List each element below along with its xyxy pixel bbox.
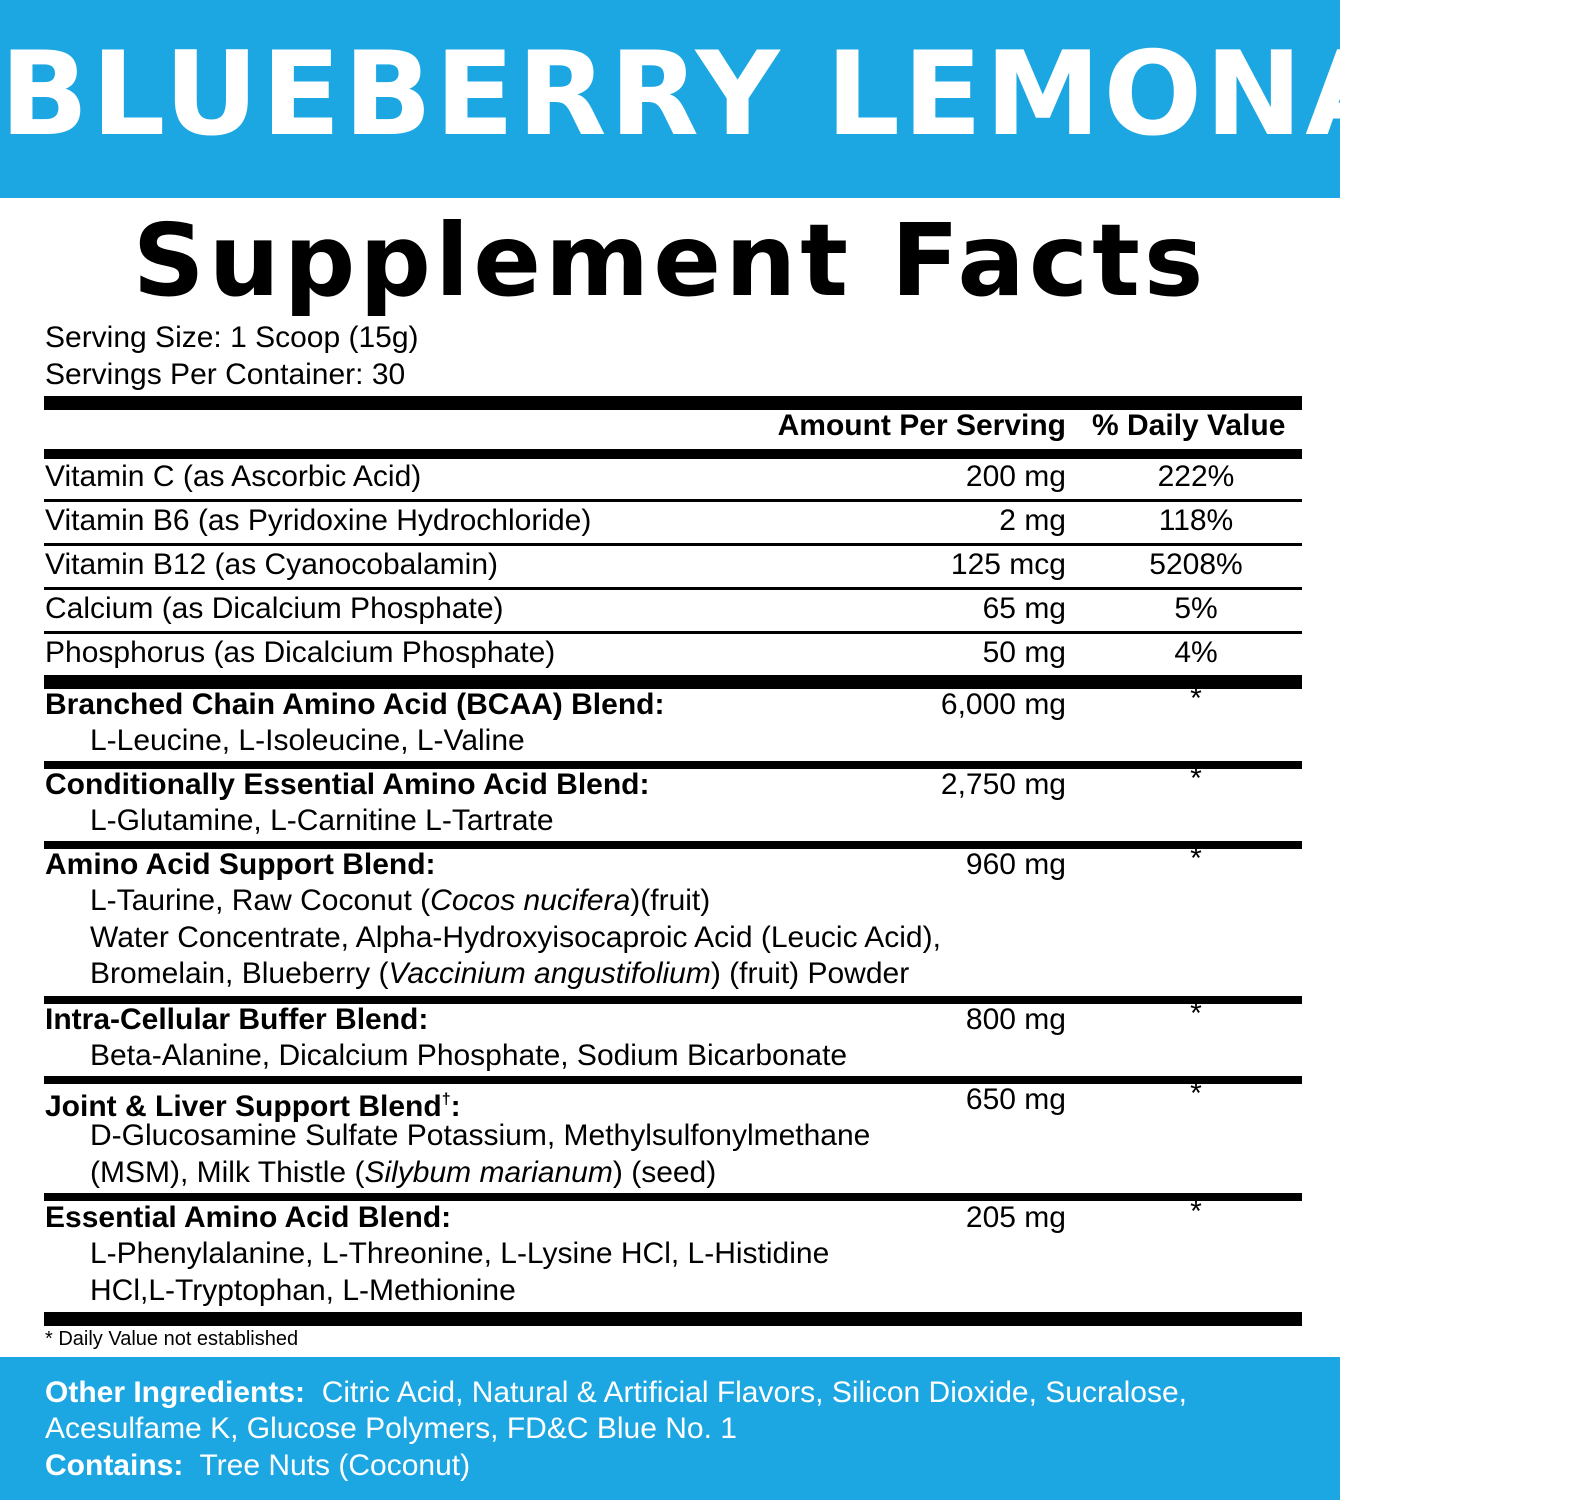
nutrient-amount: 50 mg <box>982 636 1066 669</box>
daily-value-header: % Daily Value <box>1092 409 1286 442</box>
ingredient-line: L-Phenylalanine, L-Threonine, L-Lysine HCl, L-Histidine <box>90 1237 830 1270</box>
other-ingredients-panel <box>0 1357 1340 1500</box>
contains-value: Tree Nuts (Coconut) <box>199 1449 471 1482</box>
nutrient-name: Phosphorus (as Dicalcium Phosphate) <box>45 636 556 669</box>
blend-ingredients <box>90 803 554 840</box>
other-ingredients-line: Acesulfame K, Glucose Polymers, FD&C Blue No. 1 <box>45 1412 737 1445</box>
ingredient-line: L-Glutamine, L-Carnitine L-Tartrate <box>90 804 554 837</box>
supplement-facts-title: Supplement Facts <box>132 202 1208 319</box>
flavor-banner <box>0 0 1580 198</box>
nutrient-name: Vitamin B12 (as Cyanocobalamin) <box>45 548 499 581</box>
blend-amount: 2,750 mg <box>940 768 1066 801</box>
nutrient-row <box>0 635 1340 671</box>
thin-divider <box>44 543 1302 546</box>
ingredient-line: L-Leucine, L-Isoleucine, L-Valine <box>90 724 525 757</box>
other-ingredients-label: Other Ingredients: <box>45 1376 306 1409</box>
other-ingredients-text: Citric Acid, Natural & Artificial Flavors, Silicon Dioxide, Sucralose, <box>321 1376 1188 1409</box>
nutrient-row <box>0 459 1340 495</box>
thin-divider <box>44 631 1302 634</box>
thin-divider <box>44 499 1302 502</box>
nutrient-daily-value: 118% <box>1158 504 1234 537</box>
blend-name-colon: : <box>450 1090 461 1123</box>
amount-per-serving-header: Amount Per Serving <box>777 409 1066 442</box>
botanical-name: Silybum marianum <box>364 1155 613 1189</box>
servings-per-container: Servings Per Container: 30 <box>45 358 406 391</box>
blend-ingredients <box>90 1236 829 1309</box>
blend-ingredients <box>90 883 941 993</box>
blend-name: Essential Amino Acid Blend: <box>45 1201 452 1234</box>
ingredient-line: Bromelain, Blueberry (Vaccinium angustifolium) (fruit) Powder <box>90 957 910 990</box>
blend-ingredients <box>90 1118 870 1191</box>
ingredient-line: HCl,L-Tryptophan, L-Methionine <box>90 1273 516 1307</box>
medium-divider <box>44 449 1302 459</box>
contains-label: Contains: <box>45 1449 184 1482</box>
nutrient-row <box>0 503 1340 539</box>
nutrient-name: Vitamin C (as Ascorbic Acid) <box>45 460 422 493</box>
nutrient-daily-value: 5208% <box>1149 548 1243 581</box>
blend-ingredients <box>90 723 525 760</box>
contains-line <box>45 1448 470 1484</box>
blend-daily-value: * <box>1190 997 1202 1030</box>
blend-amount: 6,000 mg <box>940 688 1066 721</box>
botanical-name: Cocos nucifera <box>430 884 631 917</box>
nutrient-daily-value: 4% <box>1174 636 1218 669</box>
blend-daily-value: * <box>1190 1195 1202 1228</box>
nutrient-row <box>0 547 1340 583</box>
daily-value-footnote: * Daily Value not established <box>45 1328 299 1350</box>
other-ingredients-line <box>45 1375 1187 1411</box>
thin-divider <box>44 587 1302 590</box>
blend-daily-value: * <box>1190 842 1202 875</box>
blend-daily-value: * <box>1190 762 1202 795</box>
dagger-mark: † <box>441 1091 451 1108</box>
blend-name: Conditionally Essential Amino Acid Blend: <box>45 768 650 801</box>
nutrient-amount: 125 mcg <box>950 548 1066 581</box>
blend-amount: 800 mg <box>965 1003 1066 1036</box>
ingredient-line: D-Glucosamine Sulfate Potassium, Methylsulfonylmethane <box>90 1119 871 1152</box>
blend-name: Intra-Cellular Buffer Blend: <box>45 1003 429 1036</box>
nutrient-row <box>0 591 1340 627</box>
botanical-name: Vaccinium angustifolium <box>388 957 711 990</box>
nutrient-amount: 2 mg <box>999 504 1066 537</box>
blend-amount: 650 mg <box>965 1083 1066 1116</box>
blend-daily-value: * <box>1190 682 1202 715</box>
blend-amount: 960 mg <box>965 848 1066 881</box>
nutrient-daily-value: 5% <box>1174 592 1218 625</box>
nutrient-daily-value: 222% <box>1157 460 1235 493</box>
blend-ingredients <box>90 1038 847 1075</box>
nutrient-name: Calcium (as Dicalcium Phosphate) <box>45 592 504 625</box>
nutrient-amount: 200 mg <box>965 460 1066 493</box>
nutrient-amount: 65 mg <box>982 592 1066 625</box>
ingredient-line: Beta-Alanine, Dicalcium Phosphate, Sodium Bicarbonate <box>90 1039 848 1072</box>
blend-name: Amino Acid Support Blend: <box>45 848 436 881</box>
ingredient-line: (MSM), Milk Thistle (Silybum marianum) (seed) <box>90 1155 717 1189</box>
blend-name-text: Joint & Liver Support Blend <box>45 1090 442 1123</box>
flavor-title: BLUEBERRY LEMONADE <box>0 27 1580 162</box>
thick-divider <box>44 1312 1302 1326</box>
serving-size: Serving Size: 1 Scoop (15g) <box>45 321 419 354</box>
blend-amount: 205 mg <box>965 1201 1066 1234</box>
ingredient-line: L-Taurine, Raw Coconut (Cocos nucifera)(fruit) <box>90 884 711 917</box>
blend-name: Branched Chain Amino Acid (BCAA) Blend: <box>45 688 665 721</box>
ingredient-line: Water Concentrate, Alpha-Hydroxyisocaproic Acid (Leucic Acid), <box>90 920 941 954</box>
blend-daily-value: * <box>1190 1077 1202 1110</box>
nutrient-name: Vitamin B6 (as Pyridoxine Hydrochloride) <box>45 504 592 537</box>
